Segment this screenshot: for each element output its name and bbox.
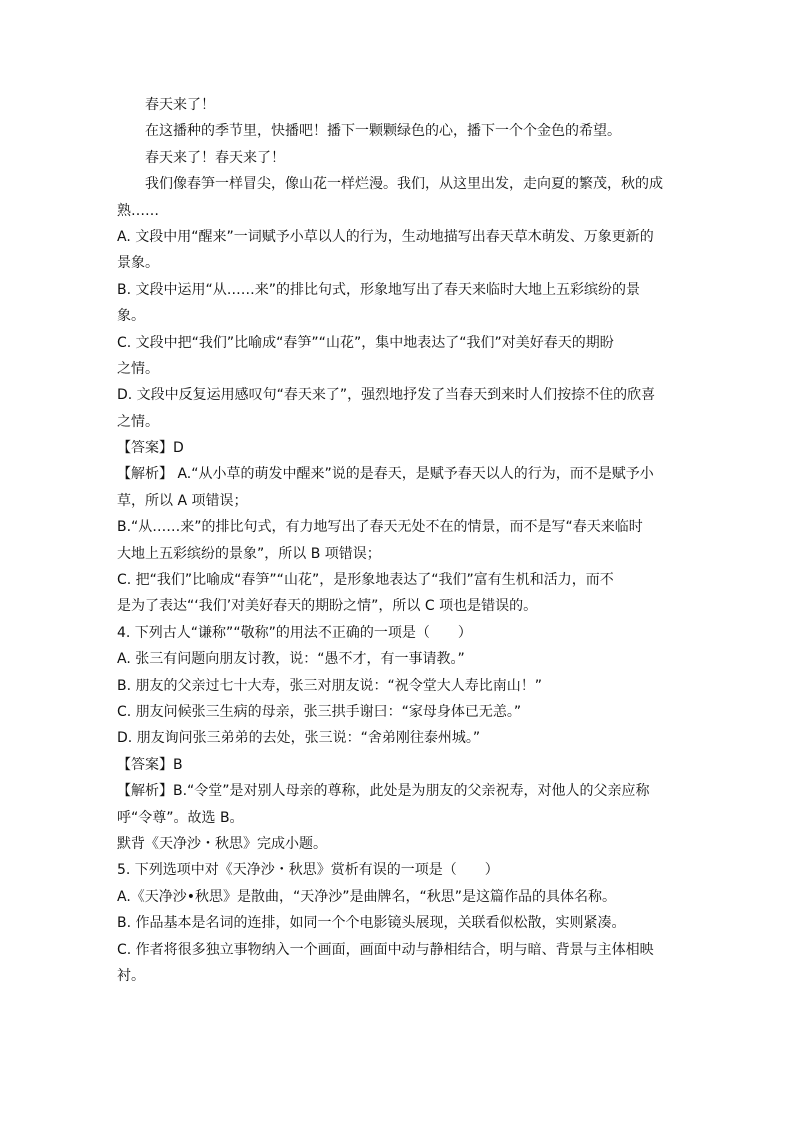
option-c: C. 作者将很多独立事物纳入一个画面，画面中动与静相结合，明与暗、背景与主体相映 bbox=[117, 941, 654, 958]
answer-label: 【答案】B bbox=[117, 756, 183, 773]
analysis-text: 草，所以 A 项错误； bbox=[117, 492, 248, 509]
option-b-cont: 象。 bbox=[117, 308, 145, 325]
analysis-text: C. 把“我们”比喻成“春笋”“山花”，是形象地表达了“我们”富有生机和活力，而不 bbox=[117, 572, 614, 589]
question-stem: 5. 下列选项中对《天净沙・秋思》赏析有误的一项是（ ） bbox=[117, 862, 499, 879]
option-a: A. 张三有问题向朋友讨教，说：“愚不才，有一事请教。” bbox=[117, 651, 465, 668]
option-d: D. 朋友询问张三弟弟的去处，张三说：“舍弟刚往泰州城。” bbox=[117, 730, 481, 747]
poem-line: 春天来了！春天来了！ bbox=[145, 149, 285, 166]
analysis-text: 呼“令尊”。故选 B。 bbox=[117, 809, 244, 826]
option-a: A. 文段中用“醒来”一词赋予小草以人的行为，生动地描写出春天草木萌发、万象更新的 bbox=[117, 228, 654, 245]
option-a-cont: 景象。 bbox=[117, 255, 159, 272]
option-d: D. 文段中反复运用感叹句“春天来了”，强烈地抒发了当春天到来时人们按捺不住的欣喜 bbox=[117, 387, 656, 404]
option-a: A.《天净沙•秋思》是散曲，“天净沙”是曲牌名，“秋思”是这篇作品的具体名称。 bbox=[117, 888, 617, 905]
analysis-text: 大地上五彩缤纷的景象”，所以 B 项错误； bbox=[117, 545, 381, 562]
poem-line: 春天来了！ bbox=[145, 97, 215, 113]
question-stem: 4. 下列古人“谦称”“敬称”的用法不正确的一项是（ ） bbox=[117, 624, 472, 641]
option-c-cont: 之情。 bbox=[117, 360, 159, 377]
analysis-text: 是为了表达“‘我们’对美好春天的期盼之情”，所以 C 项也是错误的。 bbox=[117, 598, 538, 615]
analysis-text: B.“从……来”的排比句式，有力地写出了春天无处不在的情景，而不是写“春天来临时 bbox=[117, 519, 643, 536]
poem-line: 熟…… bbox=[117, 202, 159, 219]
document-page bbox=[117, 92, 679, 989]
poem-line: 我们像春笋一样冒尖，像山花一样烂漫。我们，从这里出发，走向夏的繁茂，秋的成 bbox=[145, 176, 663, 193]
option-b: B. 朋友的父亲过七十大寿，张三对朋友说：“祝令堂大人寿比南山！” bbox=[117, 677, 543, 694]
option-c: C. 朋友问候张三生病的母亲，张三拱手谢曰：“家母身体已无恙。” bbox=[117, 703, 522, 720]
option-b: B. 文段中运用“从……来”的排比句式，形象地写出了春天来临时大地上五彩缤纷的景 bbox=[117, 281, 641, 298]
recite-instruction: 默背《天净沙・秋思》完成小题。 bbox=[117, 835, 327, 852]
answer-label: 【答案】D bbox=[117, 440, 184, 457]
option-c-cont: 衬。 bbox=[117, 967, 145, 984]
option-b: B. 作品基本是名词的连排，如同一个个电影镜头展现，关联看似松散，实则紧凑。 bbox=[117, 915, 626, 932]
option-d-cont: 之情。 bbox=[117, 413, 159, 430]
analysis-text: 【解析】 A.“从小草的萌发中醒来”说的是春天，是赋予春天以人的行为，而不是赋予小 bbox=[117, 466, 654, 483]
analysis-text: 【解析】B.“令堂”是对别人母亲的尊称，此处是为朋友的父亲祝寿，对他人的父亲应称 bbox=[117, 783, 650, 800]
option-c: C. 文段中把“我们”比喻成“春笋”“山花”，集中地表达了“我们”对美好春天的期盼 bbox=[117, 334, 614, 351]
poem-line: 在这播种的季节里，快播吧！播下一颗颗绿色的心，播下一个个金色的希望。 bbox=[145, 123, 621, 140]
